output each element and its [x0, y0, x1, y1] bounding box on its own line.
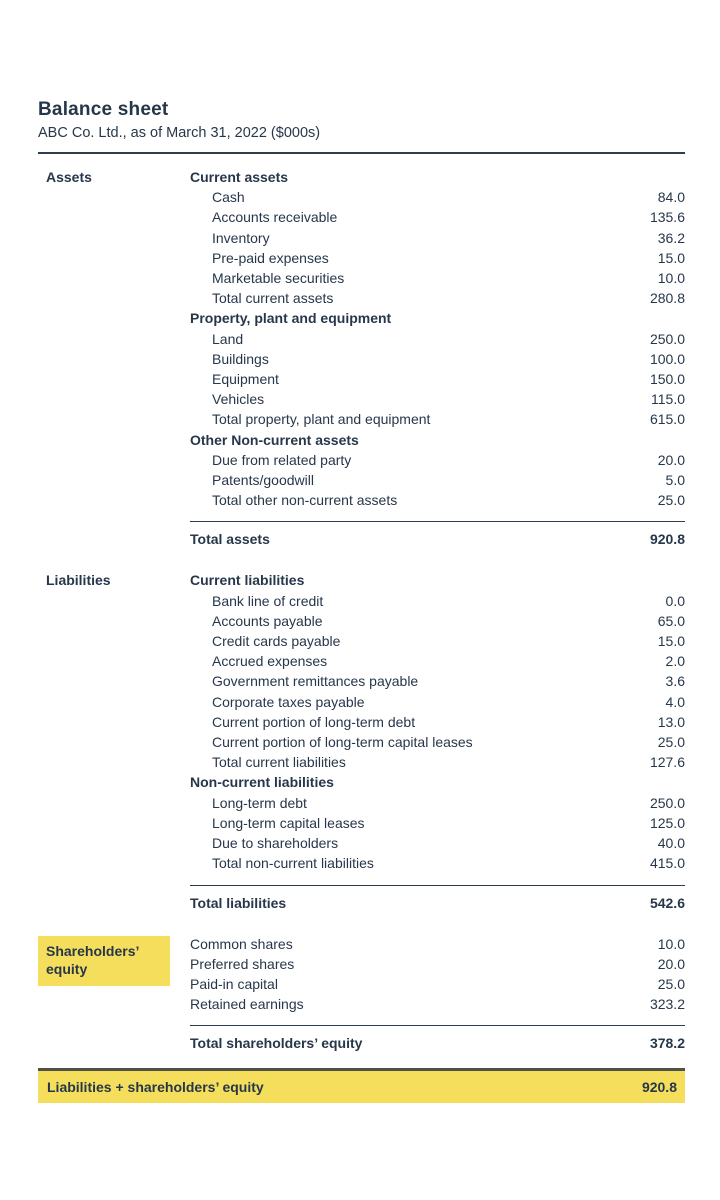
section-total-row — [190, 885, 685, 913]
balance-section — [38, 167, 685, 549]
line-item-label: Total current assets — [212, 290, 334, 307]
section-total-value: 378.2 — [649, 1035, 685, 1052]
line-item-row — [190, 369, 685, 389]
line-item-label: Credit cards payable — [212, 633, 341, 650]
line-item-value: 615.0 — [649, 411, 685, 428]
line-item-label: Current portion of long-term debt — [212, 713, 416, 730]
line-item-value: 150.0 — [649, 371, 685, 388]
balance-sheet-document — [38, 99, 685, 1103]
line-item-value: 84.0 — [657, 189, 685, 206]
line-item-label: Preferred shares — [190, 955, 295, 972]
grand-total-label: Liabilities + shareholders’ equity — [47, 1079, 264, 1096]
section-total-label: Total shareholders’ equity — [190, 1035, 363, 1052]
line-item-label: Total other non-current assets — [212, 492, 398, 509]
group-header: Current assets — [190, 169, 289, 185]
line-item-value: 125.0 — [649, 814, 685, 831]
line-item-value: 2.0 — [665, 653, 685, 670]
sections — [38, 167, 685, 1053]
line-item-label: Current portion of long-term capital leases — [212, 734, 473, 751]
line-item-label: Inventory — [212, 229, 270, 246]
line-item-row — [190, 450, 685, 470]
line-item-label: Cash — [212, 189, 245, 206]
line-item-value: 0.0 — [665, 592, 685, 609]
line-item-row — [190, 591, 685, 611]
line-item-label: Total property, plant and equipment — [212, 411, 431, 428]
line-item-label: Government remittances payable — [212, 673, 419, 690]
line-item-value: 25.0 — [657, 734, 685, 751]
section-total-label: Total liabilities — [190, 894, 287, 911]
line-item-value: 5.0 — [665, 472, 685, 489]
line-item-row — [190, 954, 685, 974]
line-item-row — [190, 712, 685, 732]
line-item-row — [190, 329, 685, 349]
line-item-row — [190, 671, 685, 691]
line-item-label: Corporate taxes payable — [212, 693, 365, 710]
line-item-label: Long-term capital leases — [212, 814, 365, 831]
line-item-value: 415.0 — [649, 855, 685, 872]
line-item-value: 15.0 — [657, 633, 685, 650]
header-divider — [38, 152, 685, 154]
line-item-value: 135.6 — [649, 209, 685, 226]
line-item-row — [190, 994, 685, 1014]
section-total-label: Total assets — [190, 531, 270, 548]
section-label: Assets — [46, 169, 92, 185]
section-label: Shareholders’ equity — [38, 936, 170, 986]
balance-section — [38, 570, 685, 912]
grand-total-bar — [38, 1068, 685, 1103]
line-item-label: Vehicles — [212, 391, 265, 408]
line-item-label: Equipment — [212, 371, 279, 388]
line-item-row — [190, 813, 685, 833]
line-item-value: 15.0 — [657, 249, 685, 266]
section-total-row — [190, 521, 685, 549]
line-item-label: Due to shareholders — [212, 835, 339, 852]
section-body — [190, 934, 685, 1054]
section-side-column — [38, 934, 190, 1054]
line-item-value: 40.0 — [657, 835, 685, 852]
line-item-row — [190, 934, 685, 954]
line-item-row — [190, 974, 685, 994]
line-item-value: 25.0 — [657, 975, 685, 992]
line-item-row — [190, 228, 685, 248]
line-item-label: Buildings — [212, 350, 269, 367]
line-item-value: 4.0 — [665, 693, 685, 710]
line-item-row — [190, 651, 685, 671]
line-item-row — [190, 692, 685, 712]
section-side-column — [38, 167, 190, 549]
line-item-row — [190, 611, 685, 631]
line-item-label: Due from related party — [212, 451, 352, 468]
line-item-label: Accrued expenses — [212, 653, 328, 670]
line-item-value: 25.0 — [657, 492, 685, 509]
section-body — [190, 570, 685, 912]
grand-total-value: 920.8 — [641, 1079, 677, 1096]
group-header: Property, plant and equipment — [190, 310, 392, 327]
line-item-value: 20.0 — [657, 451, 685, 468]
line-item-label: Land — [212, 330, 244, 347]
line-item-value: 250.0 — [649, 794, 685, 811]
line-item-row — [190, 349, 685, 369]
line-item-label: Total non-current liabilities — [212, 855, 374, 872]
line-item-row — [190, 793, 685, 813]
line-item-row — [190, 853, 685, 873]
line-item-row — [190, 248, 685, 268]
line-item-value: 20.0 — [657, 955, 685, 972]
line-item-value: 115.0 — [651, 391, 685, 408]
group-header: Non-current liabilities — [190, 774, 334, 791]
line-item-value: 3.6 — [665, 673, 685, 690]
section-side-column — [38, 570, 190, 912]
line-item-value: 65.0 — [657, 612, 685, 629]
line-item-row — [190, 207, 685, 227]
line-item-row — [190, 631, 685, 651]
line-item-row — [190, 732, 685, 752]
line-item-row — [190, 752, 685, 772]
line-item-label: Common shares — [190, 935, 293, 952]
section-body — [190, 167, 685, 549]
line-item-row — [190, 409, 685, 429]
group-header: Current liabilities — [190, 572, 305, 589]
line-item-value: 10.0 — [657, 935, 685, 952]
page-subtitle: ABC Co. Ltd., as of March 31, 2022 ($000s) — [38, 125, 321, 141]
line-item-row — [190, 389, 685, 409]
line-item-value: 100.0 — [649, 350, 685, 367]
line-item-row — [190, 288, 685, 308]
line-item-label: Accounts payable — [212, 612, 323, 629]
line-item-label: Paid-in capital — [190, 975, 278, 992]
line-item-value: 250.0 — [649, 330, 685, 347]
line-item-row — [190, 470, 685, 490]
line-item-row — [190, 833, 685, 853]
page-title: Balance sheet — [38, 99, 169, 120]
line-item-row — [190, 187, 685, 207]
section-total-value: 542.6 — [649, 894, 685, 911]
line-item-label: Retained earnings — [190, 996, 304, 1013]
group-header: Other Non-current assets — [190, 431, 359, 448]
line-item-label: Total current liabilities — [212, 754, 346, 771]
section-label: Liabilities — [46, 572, 111, 589]
line-item-value: 127.6 — [649, 754, 685, 771]
line-item-value: 10.0 — [657, 270, 685, 287]
line-item-value: 13.0 — [657, 713, 685, 730]
line-item-label: Pre-paid expenses — [212, 249, 329, 266]
balance-section — [38, 934, 685, 1054]
line-item-label: Marketable securities — [212, 270, 345, 287]
line-item-label: Long-term debt — [212, 794, 307, 811]
line-item-label: Bank line of credit — [212, 592, 324, 609]
line-item-value: 36.2 — [657, 229, 685, 246]
line-item-value: 323.2 — [649, 996, 685, 1013]
line-item-row — [190, 268, 685, 288]
section-total-row — [190, 1025, 685, 1053]
line-item-row — [190, 490, 685, 510]
line-item-label: Accounts receivable — [212, 209, 338, 226]
section-total-value: 920.8 — [649, 531, 685, 548]
line-item-label: Patents/goodwill — [212, 472, 314, 489]
line-item-value: 280.8 — [649, 290, 685, 307]
